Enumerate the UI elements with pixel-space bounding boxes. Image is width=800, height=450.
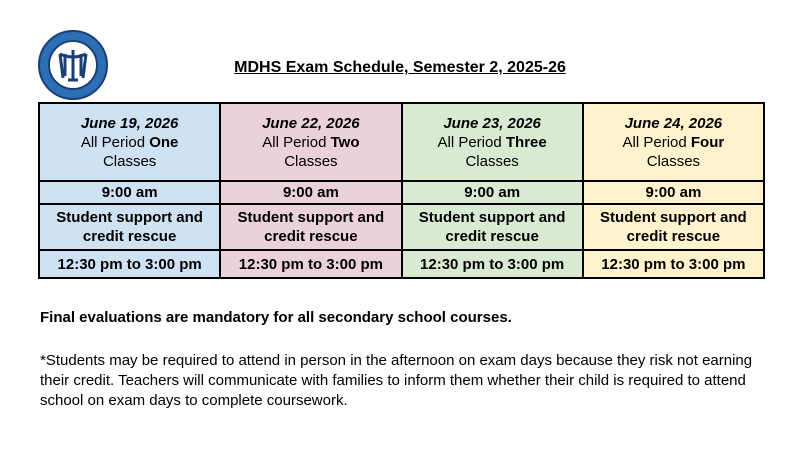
exam-time: 9:00 am bbox=[39, 181, 220, 204]
support-text: Student support and credit rescue bbox=[402, 204, 583, 250]
exam-schedule-table bbox=[38, 102, 765, 279]
period-number: Two bbox=[330, 133, 360, 151]
exam-time: 9:00 am bbox=[402, 181, 583, 204]
period-line bbox=[586, 133, 761, 152]
day-cell-3 bbox=[402, 103, 583, 181]
exam-date: June 23, 2026 bbox=[443, 114, 541, 132]
support-text: Student support and credit rescue bbox=[39, 204, 220, 250]
exam-date: June 22, 2026 bbox=[262, 114, 360, 132]
exam-date: June 19, 2026 bbox=[80, 114, 179, 132]
table-row bbox=[39, 103, 764, 181]
period-prefix: All Period bbox=[262, 133, 327, 151]
exam-time: 9:00 am bbox=[220, 181, 401, 204]
period-prefix: All Period bbox=[622, 133, 687, 151]
classes-label: Classes bbox=[284, 152, 338, 170]
period-prefix: All Period bbox=[437, 133, 502, 151]
period-prefix: All Period bbox=[80, 133, 146, 151]
mandatory-notice: Final evaluations are mandatory for all secondary school courses. bbox=[40, 309, 512, 326]
period-line bbox=[42, 133, 217, 152]
afternoon-time: 12:30 pm to 3:00 pm bbox=[220, 250, 401, 278]
afternoon-time: 12:30 pm to 3:00 pm bbox=[583, 250, 764, 278]
page-title: MDHS Exam Schedule, Semester 2, 2025-26 bbox=[234, 59, 566, 76]
period-line bbox=[223, 133, 398, 152]
support-text: Student support and credit rescue bbox=[220, 204, 401, 250]
support-text: Student support and credit rescue bbox=[583, 204, 764, 250]
attendance-note: *Students may be required to attend in person in the afternoon on exam days because they risk not earning their credit. Teachers will communicate with families to inform them whether their child is required to attend school on exam days to complete coursework. bbox=[40, 352, 753, 409]
classes-label: Classes bbox=[646, 152, 701, 170]
table-row bbox=[39, 204, 764, 250]
classes-label: Classes bbox=[102, 152, 157, 170]
table-row bbox=[39, 250, 764, 278]
period-line bbox=[405, 133, 580, 152]
table-row bbox=[39, 181, 764, 204]
exam-date: June 24, 2026 bbox=[624, 114, 723, 132]
classes-label: Classes bbox=[465, 152, 519, 170]
day-cell-2 bbox=[220, 103, 401, 181]
afternoon-time: 12:30 pm to 3:00 pm bbox=[402, 250, 583, 278]
period-number: Four bbox=[690, 133, 725, 151]
period-number: One bbox=[149, 133, 179, 151]
day-cell-1 bbox=[39, 103, 220, 181]
afternoon-time: 12:30 pm to 3:00 pm bbox=[39, 250, 220, 278]
day-cell-4 bbox=[583, 103, 764, 181]
exam-time: 9:00 am bbox=[583, 181, 764, 204]
period-number: Three bbox=[505, 133, 547, 151]
